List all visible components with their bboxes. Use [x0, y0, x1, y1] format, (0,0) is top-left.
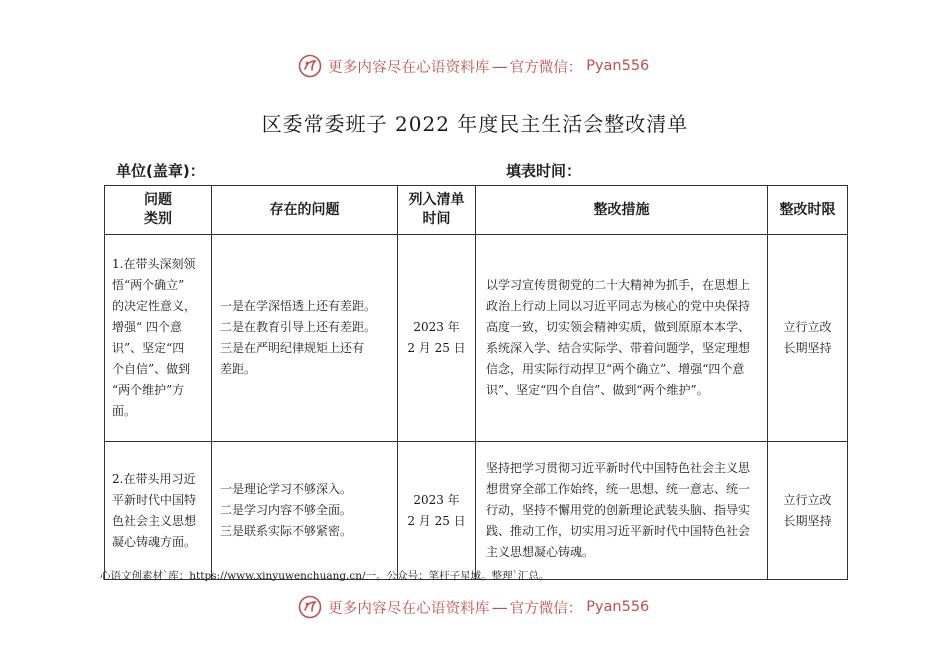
banner-wechat-label: 官方微信： — [509, 59, 583, 76]
top-banner — [298, 52, 649, 80]
banner-text: 更多内容尽在心语资料库 — [328, 59, 490, 76]
fill-time-label: 填表时间： — [506, 162, 582, 180]
row-category: 2.在带头用习近 平新时代中国特 色社会主义思想 凝心铸魂方面。 — [105, 442, 212, 580]
table-row — [105, 442, 848, 580]
document-title: 区委常委班子 2022 年度民主生活会整改清单 — [261, 112, 689, 136]
table-header-row — [105, 186, 848, 235]
banner-wechat-id: Pyan556 — [586, 58, 650, 74]
table-row — [105, 235, 848, 442]
banner-wechat-label: 官方微信： — [509, 600, 583, 617]
row-measures: 坚持把学习贯彻习近平新时代中国特色社会主义思想贯穿全部工作始终，统一思想、统一意志、统一行动，坚持不懈用党的创新理论武装头脑、指导实践、推动工作，切实用习近平新时代中国特色社会主义思想凝心铸魂。 — [476, 442, 768, 580]
row-measures: 以学习宣传贯彻党的二十大精神为抓手，在思想上政治上行动上同以习近平同志为核心的党中央保持高度一致，切实领会精神实质，做到原原本本学、系统深入学、结合实际学、带着问题学，坚定理想信念，用实际行动捍卫“两个确立”、增强“四个意识”、坚定“四个自信”、做到“两个维护”。 — [476, 235, 768, 442]
brand-logo-icon — [298, 54, 322, 78]
bottom-banner — [298, 593, 649, 621]
header-deadline: 整改时限 — [768, 186, 848, 235]
row-category: 1.在带头深刻领 悟“两个确立” 的决定性意义， 增强“ 四个意 识”、坚定“四 个自信”、做到 “两个维护”方 面。 — [105, 235, 212, 442]
row-deadline: 立行立改 长期坚持 — [768, 442, 848, 580]
row-deadline: 立行立改 长期坚持 — [768, 235, 848, 442]
header-category: 问题 类别 — [105, 186, 212, 235]
rectification-table — [104, 185, 848, 580]
unit-label: 单位(盖章)： — [116, 162, 205, 180]
row-issues: 一是在学深悟透上还有差距。 二是在教育引导上还有差距。 三是在严明纪律规矩上还有 差距。 — [212, 235, 398, 442]
row-issues: 一是理论学习不够深入。 二是学习内容不够全面。 三是联系实际不够紧密。 — [212, 442, 398, 580]
row-listed-time: 2023 年 2 月 25 日 — [398, 442, 476, 580]
header-listed-time: 列入清单 时间 — [398, 186, 476, 235]
row-listed-time: 2023 年 2 月 25 日 — [398, 235, 476, 442]
banner-separator: — — [491, 56, 508, 76]
banner-text: 更多内容尽在心语资料库 — [328, 600, 490, 617]
header-measures: 整改措施 — [476, 186, 768, 235]
header-issues: 存在的问题 — [212, 186, 398, 235]
brand-logo-icon — [298, 595, 322, 619]
banner-wechat-id: Pyan556 — [586, 599, 650, 615]
banner-separator: — — [491, 597, 508, 617]
footer-note: 心语文创素材`库：https://www.xinyuwenchuang.cn/一。公众号：笔杆子星域。整理`汇总。 — [100, 570, 550, 582]
